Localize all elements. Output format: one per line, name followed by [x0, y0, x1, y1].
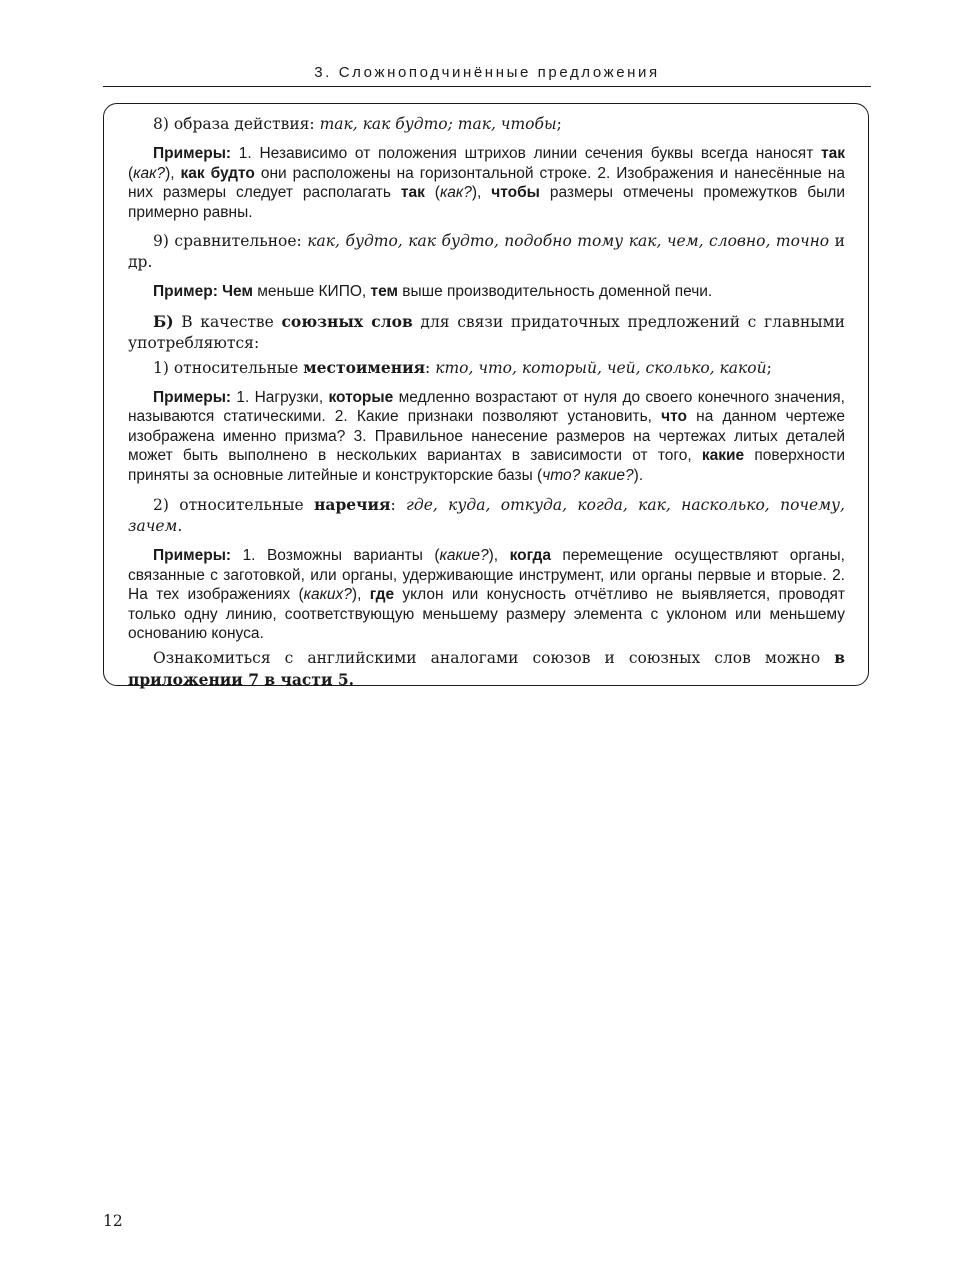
examples-pronouns [128, 388, 845, 486]
question: что? какие? [542, 466, 634, 484]
text: меньше КИПО, [252, 283, 371, 300]
item-words: где, куда, откуда, когда, как, насколько, почему, зачем [128, 496, 845, 535]
text: ). [633, 466, 644, 484]
text: 1. Независимо от положения штрихов линии сечения буквы всегда наносят [231, 145, 822, 162]
question: как? [439, 184, 472, 201]
bold-word: что [661, 408, 687, 425]
text: поверхности приняты за основные литейные и конструкторские базы ( [128, 447, 845, 484]
text: медленно возрастают от нуля до своего конечного значения, называются статическими. 2. Какие признаки позволяют установить, [128, 388, 845, 425]
item-conjunctions: как, будто, как будто, подобно тому как, чем, словно, точно [307, 232, 830, 250]
bold-word: так [821, 145, 845, 162]
item-lead: 9) сравнительное: [153, 232, 308, 250]
bold-term: союзных слов [281, 311, 413, 331]
text: перемещение осуществляют органы, связанные с заготовкой, или органы, удерживающие инструмент, или органы первые и вторые. 2. На тех изображениях ( [128, 547, 845, 603]
item-1-pronouns [128, 357, 845, 379]
item-lead: 1) относительные [153, 358, 304, 377]
bold-word: так [400, 184, 425, 201]
examples-label: Примеры: [153, 145, 232, 162]
text: ), [471, 184, 492, 201]
text: размеры отмечены промежутков были примерно равны. [128, 184, 846, 221]
item-tail: и др. [128, 232, 845, 271]
bold-word: Чем [217, 283, 253, 300]
text: : [425, 358, 436, 377]
bold-word: какие [701, 447, 745, 464]
bold-term: наречия [314, 495, 391, 514]
bold-word: которые [328, 388, 394, 406]
examples-label: Примеры: [153, 388, 232, 406]
text: на данном чертеже изображена именно призма? 3. Правильное нанесение размеров на чертежах литых деталей может быть выполнено в нескольких вариантах в зависимости от того, [128, 408, 846, 464]
box-content [128, 114, 845, 691]
text: ), [488, 547, 510, 564]
item-words: кто, что, который, чей, сколько, какой [435, 358, 767, 377]
item-tail: ; [556, 115, 562, 133]
text: 1. Возможны варианты ( [231, 547, 440, 564]
example-comparative [128, 282, 845, 302]
text: : [390, 496, 407, 514]
text: ( [424, 184, 440, 201]
section-b-intro [128, 311, 845, 354]
running-header: 3. Сложноподчинённые предложения [314, 64, 660, 81]
appendix-reference: в приложении 7 в части 5. [128, 647, 845, 689]
examples-label: Примеры: [153, 547, 232, 564]
section-letter: Б) [153, 311, 174, 331]
item-tail: . [177, 517, 183, 535]
text: В качестве [173, 312, 282, 331]
text: они расположены на горизонтальной строке. 2. Изображения и нанесённые на них размеры следует располагать [128, 164, 845, 201]
bold-word: чтобы [491, 184, 540, 201]
question: каких? [303, 586, 352, 603]
bold-word: где [369, 586, 395, 603]
text: ), [351, 586, 370, 603]
item-tail: ; [766, 358, 772, 377]
text: ( [128, 164, 134, 182]
header-rule [103, 86, 871, 87]
bold-word: тем [370, 283, 398, 300]
item-9-comparative [128, 231, 845, 273]
page-number: 12 [103, 1212, 123, 1230]
item-2-adverbs [128, 494, 845, 537]
text: выше производительность доменной печи. [398, 283, 713, 300]
examples-manner [128, 144, 845, 222]
bold-word: как будто [180, 164, 255, 182]
text: ), [165, 164, 181, 182]
examples-adverbs [128, 546, 845, 644]
item-conjunctions: так, как будто; так, чтобы [319, 115, 557, 133]
reference-note [128, 647, 845, 691]
bold-word: когда [509, 547, 551, 564]
example-label: Пример: [153, 283, 218, 300]
question: как? [133, 164, 166, 182]
text: уклон или конусность отчётливо не выявляется, проводят только одну линию, соответствующую меньшему размеру элемента с уклоном или меньшему основанию конуса. [128, 586, 845, 642]
item-lead: 8) образа действия: [153, 115, 320, 133]
bold-term: местоимения [303, 357, 426, 377]
item-lead: 2) относительные [153, 496, 315, 514]
text: для связи придаточных предложений с главными употребляются: [128, 312, 846, 352]
question: какие? [439, 547, 489, 564]
text: 1. Нагрузки, [231, 388, 329, 406]
item-8-manner [128, 114, 845, 135]
text: Ознакомиться с английскими аналогами союзов и союзных слов можно [153, 648, 835, 667]
